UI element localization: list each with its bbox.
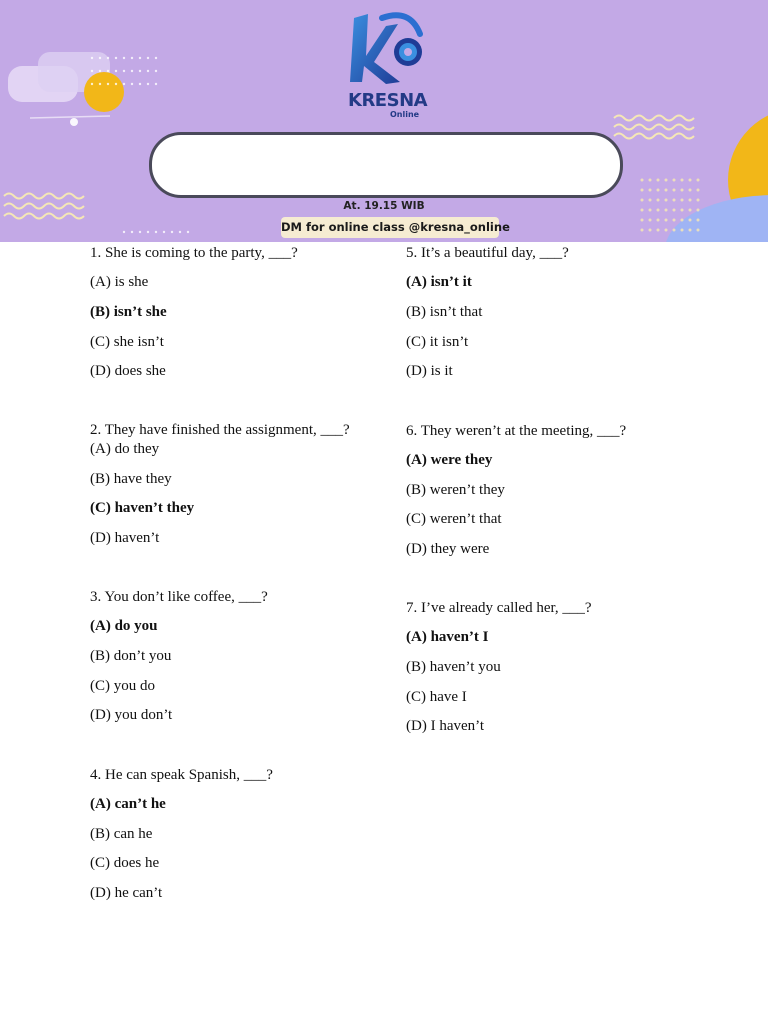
option: (C) it isn’t [406, 334, 469, 350]
question-text: 4. He can speak Spanish, ___? [90, 767, 273, 783]
option: (B) can he [90, 826, 153, 842]
question-text: 3. You don’t like coffee, ___? [90, 589, 268, 605]
brand-name: KRESNA [348, 90, 428, 111]
option: (B) weren’t they [406, 482, 505, 498]
option-correct: (A) isn’t it [406, 274, 472, 290]
option: (B) have they [90, 471, 172, 487]
option: (B) isn’t that [406, 304, 483, 320]
option: (C) have I [406, 689, 467, 705]
question-text: 5. It’s a beautiful day, ___? [406, 245, 569, 261]
option: (B) don’t you [90, 648, 172, 664]
dotted-line-decoration [120, 228, 200, 236]
option: (D) he can’t [90, 885, 163, 901]
option: (D) haven’t [90, 530, 160, 546]
option: (D) they were [406, 541, 490, 557]
option: (B) haven’t you [406, 659, 501, 675]
option-correct: (B) isn’t she [90, 304, 167, 320]
title-box [149, 132, 623, 198]
option: (D) does she [90, 363, 166, 379]
header-banner [0, 0, 768, 242]
dm-note: DM for online class @kresna_online [281, 217, 499, 238]
option: (C) you do [90, 678, 155, 694]
option-correct: (A) can’t he [90, 796, 166, 812]
left-decoration [0, 40, 170, 140]
option: (D) I haven’t [406, 718, 485, 734]
question-text: 7. I’ve already called her, ___? [406, 600, 592, 616]
brand-subtitle: Online [390, 110, 420, 119]
schedule-time: At. 19.15 WIB [343, 200, 425, 212]
question-text: 2. They have finished the assignment, ___? [90, 422, 350, 438]
option-correct: (C) haven’t they [90, 500, 195, 516]
option: (D) is it [406, 363, 453, 379]
right-decoration [600, 90, 768, 242]
option: (A) is she [90, 274, 149, 290]
option: (C) she isn’t [90, 334, 164, 350]
option-correct: (A) haven’t I [406, 629, 489, 645]
option-correct: (A) do you [90, 618, 158, 634]
option: (C) weren’t that [406, 511, 502, 527]
option: (A) do they [90, 441, 160, 457]
question-text: 6. They weren’t at the meeting, ___? [406, 423, 627, 439]
option-correct: (A) were they [406, 452, 493, 468]
option: (C) does he [90, 855, 160, 871]
question-text: 1. She is coming to the party, ___? [90, 245, 298, 261]
option: (D) you don’t [90, 707, 173, 723]
